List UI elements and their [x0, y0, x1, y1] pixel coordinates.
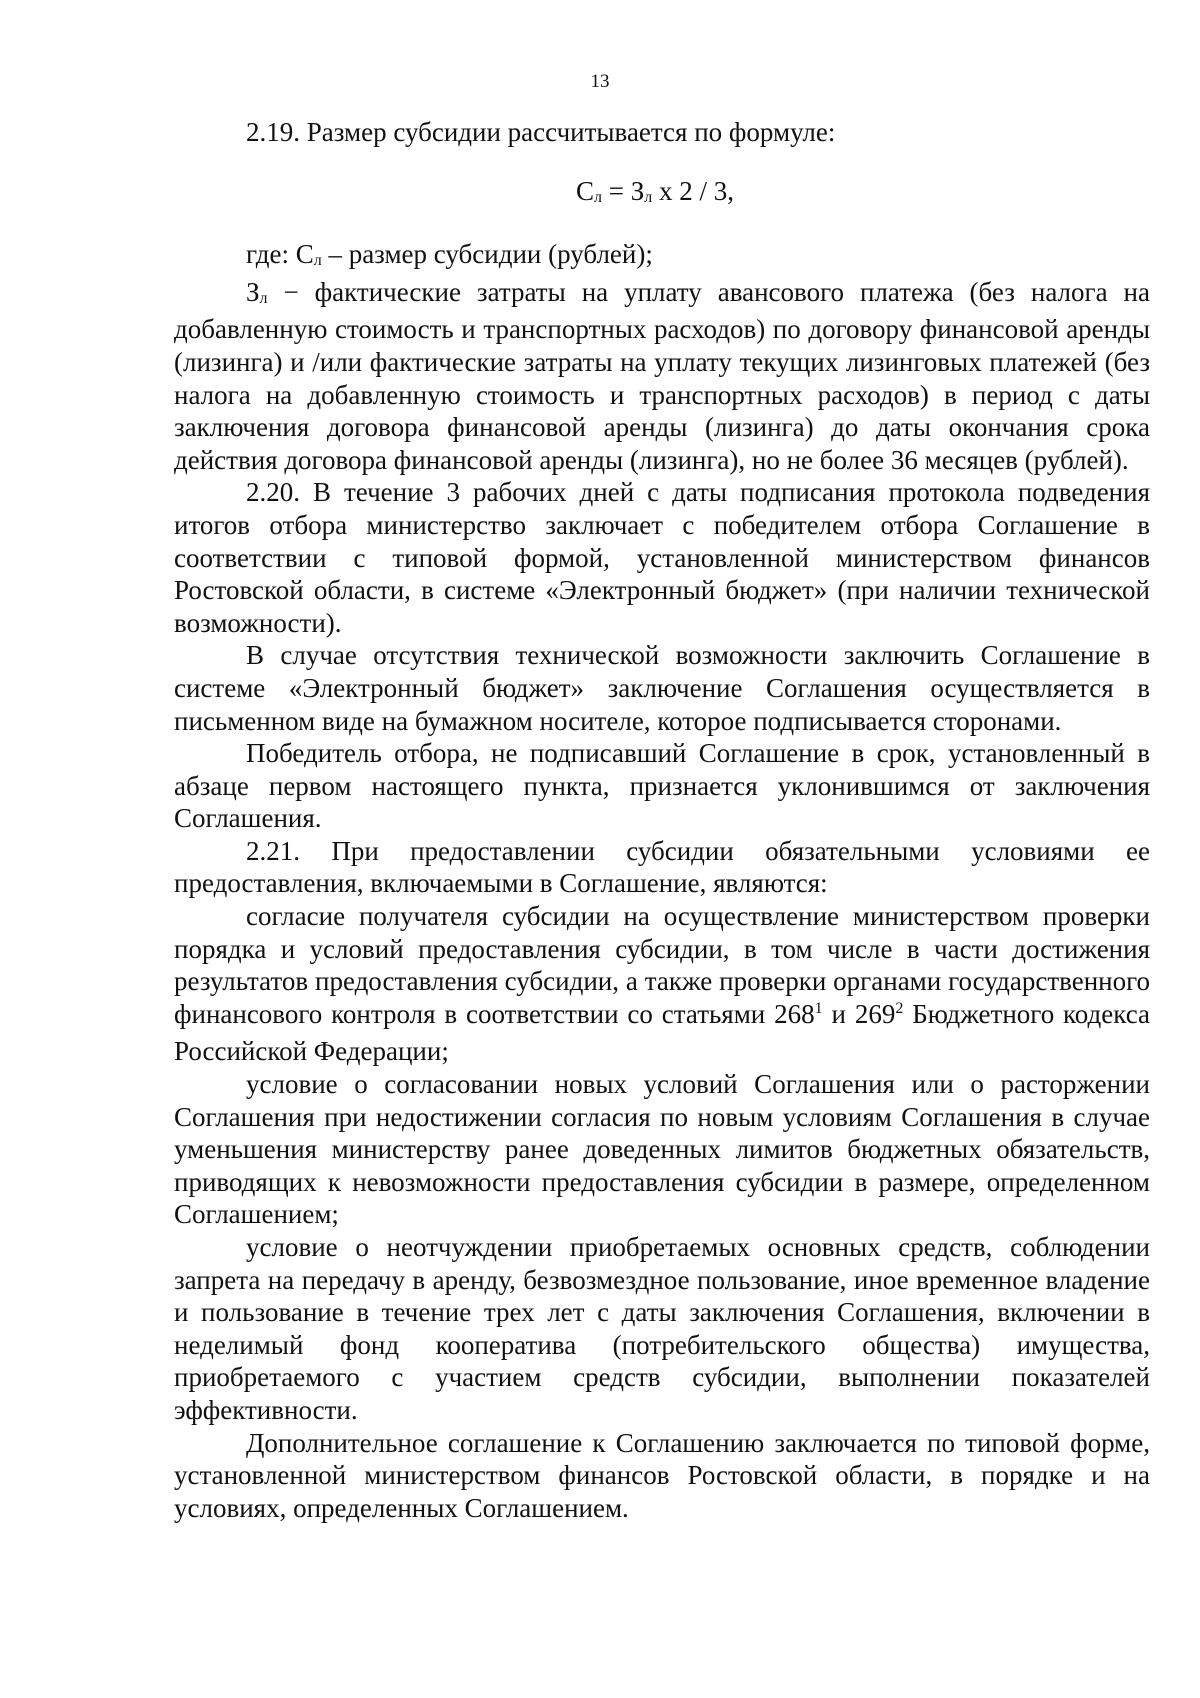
where-prefix: где: С — [246, 239, 314, 270]
formula-c: С — [576, 175, 595, 206]
paragraph-2-20: 2.20. В течение 3 рабочих дней с даты подписания протокола подведения итогов отбора министерство заключает с победителем отбора Соглашение в соответствии с типовой формой, установленной министерством финансов Ростовской области, в системе «Электронный бюджет» (при наличии технической возможности). — [174, 477, 1150, 638]
where-text: – размер субсидии (рублей); — [321, 239, 653, 270]
paragraph-2-20-c: Победитель отбора, не подписавший Соглашение в срок, установленный в абзаце первом настоящего пункта, признается уклонившимся от заключения Соглашения. — [174, 738, 1150, 834]
paragraph-2-21-c: условие о неотчуждении приобретаемых основных средств, соблюдении запрета на передачу в аренду, безвозмездное пользование, иное временное владение и пользование в течение трех лет с даты заключения Соглашения, включении в неделимый фонд кооператива (потребительского общества) имущества, приобретаемого с участием средств субсидии, выполнении показателей эффективности. — [174, 1232, 1150, 1425]
p221a-sup2: 2 — [895, 999, 904, 1017]
page-number: 13 — [590, 71, 610, 92]
document-body — [174, 116, 1150, 1524]
paragraph-2-21-a — [174, 900, 1150, 1068]
subsidy-formula — [174, 175, 1150, 213]
paragraph-2-21-b: условие о согласовании новых условий Соглашения или о расторжении Соглашения при недостижении согласия по новым условиям Соглашения в случае уменьшения министерству ранее доведенных лимитов бюджетных обязательств, приводящих к невозможности предоставления субсидии в размере, определенном Соглашением; — [174, 1069, 1150, 1230]
formula-equals: = З — [602, 175, 645, 206]
formula-where-cl — [174, 238, 1150, 276]
zl-subscript: л — [259, 289, 268, 307]
formula-rest: х 2 / 3, — [652, 175, 735, 206]
zl-text: − фактические затраты на уплату авансового платежа (без налога на добавленную стоимость и транспортных расходов) по договору финансовой аренды (лизинга) и /или фактические затраты на уплату текущих лизинговых платежей (без налога на добавленную стоимость и транспортных расходов) в период с даты заключения договора финансовой аренды (лизинга) до даты окончания срока действия договора финансовой аренды (лизинга), но не более 36 месяцев (рублей). — [174, 276, 1150, 475]
paragraph-2-21-d: Дополнительное соглашение к Соглашению заключается по типовой форме, установленной министерством финансов Ростовской области, в порядке и на условиях, определенных Соглашением. — [174, 1427, 1150, 1523]
paragraph-2-19: 2.19. Размер субсидии рассчитывается по формуле: — [246, 117, 836, 147]
formula-where-zl — [174, 276, 1150, 477]
p221a-end: Бюджетного кодекса Российской Федерации; — [174, 998, 1150, 1067]
p221a-sup1: 1 — [814, 999, 823, 1017]
paragraph-2-20-b: В случае отсутствия технической возможности заключить Соглашение в системе «Электронный бюджет» заключение Соглашения осуществляется в письменном виде на бумажном носителе, которое подписывается сторонами. — [174, 640, 1150, 736]
paragraph-2-21: 2.21. При предоставлении субсидии обязательными условиями ее предоставления, включаемыми в Соглашение, являются: — [174, 835, 1150, 899]
formula-z-subscript: л — [644, 188, 653, 206]
zl-prefix: З — [246, 276, 260, 307]
p221a-text: согласие получателя субсидии на осуществление министерством проверки порядка и условий предоставления субсидии, в том числе в части достижения результатов предоставления субсидии, а также проверки органами государственного финансового контроля в соответствии со статьями 268 — [174, 901, 1150, 1029]
p221a-mid: и 269 — [822, 998, 896, 1029]
where-subscript: л — [313, 252, 322, 270]
formula-c-subscript: л — [594, 188, 602, 206]
